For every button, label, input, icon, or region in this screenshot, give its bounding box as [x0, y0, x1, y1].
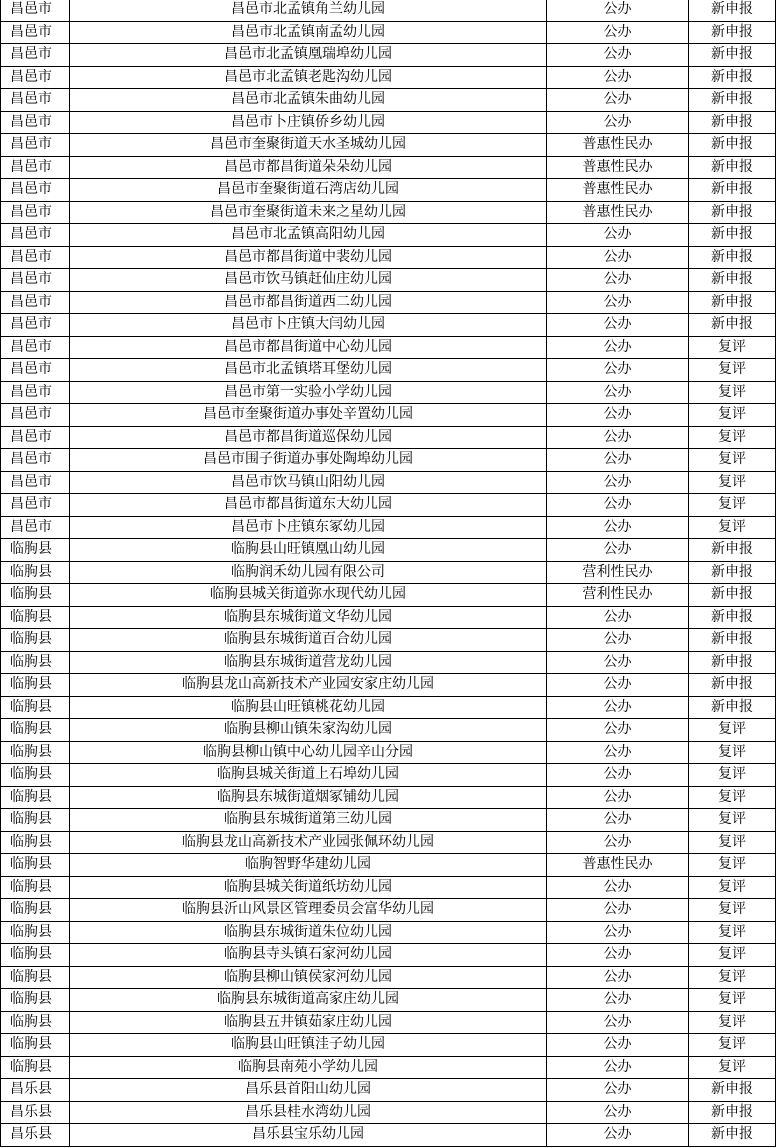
table-row [1, 426, 776, 449]
table-row [1, 89, 776, 112]
region-cell: 昌邑市 [1, 21, 70, 44]
kindergarten-name-cell: 临朐县龙山高新技术产业园安家庄幼儿园 [70, 674, 547, 697]
application-status-cell: 新申报 [689, 1124, 776, 1147]
table-row [1, 989, 776, 1012]
table-row [1, 539, 776, 562]
table-row [1, 831, 776, 854]
ownership-type-cell: 公办 [547, 314, 689, 337]
table-row [1, 471, 776, 494]
application-status-cell: 复评 [689, 1034, 776, 1057]
application-status-cell: 复评 [689, 336, 776, 359]
table-row [1, 134, 776, 157]
table-row [1, 156, 776, 179]
table-row [1, 876, 776, 899]
kindergarten-name-cell: 临朐县龙山高新技术产业园张佩环幼儿园 [70, 831, 547, 854]
region-cell: 临朐县 [1, 719, 70, 742]
application-status-cell: 新申报 [689, 291, 776, 314]
ownership-type-cell: 公办 [547, 494, 689, 517]
ownership-type-cell: 公办 [547, 1101, 689, 1124]
application-status-cell: 复评 [689, 359, 776, 382]
kindergarten-name-cell: 昌邑市北孟镇高阳幼儿园 [70, 224, 547, 247]
ownership-type-cell: 公办 [547, 899, 689, 922]
application-status-cell: 复评 [689, 989, 776, 1012]
region-cell: 昌邑市 [1, 336, 70, 359]
application-status-cell: 新申报 [689, 0, 776, 21]
region-cell: 昌邑市 [1, 89, 70, 112]
region-cell: 临朐县 [1, 741, 70, 764]
kindergarten-name-cell: 昌邑市北孟镇朱曲幼儿园 [70, 89, 547, 112]
kindergarten-name-cell: 昌邑市饮马镇山阳幼儿园 [70, 471, 547, 494]
kindergarten-name-cell: 临朐智野华建幼儿园 [70, 854, 547, 877]
region-cell: 昌邑市 [1, 0, 70, 21]
application-status-cell: 新申报 [689, 134, 776, 157]
ownership-type-cell: 公办 [547, 246, 689, 269]
application-status-cell: 新申报 [689, 66, 776, 89]
region-cell: 昌邑市 [1, 314, 70, 337]
application-status-cell: 复评 [689, 404, 776, 427]
application-status-cell: 新申报 [689, 561, 776, 584]
region-cell: 临朐县 [1, 561, 70, 584]
region-cell: 昌邑市 [1, 134, 70, 157]
table-row [1, 246, 776, 269]
table-row [1, 291, 776, 314]
application-status-cell: 新申报 [689, 1101, 776, 1124]
table-row [1, 786, 776, 809]
kindergarten-name-cell: 昌乐县宝乐幼儿园 [70, 1124, 547, 1147]
application-status-cell: 复评 [689, 831, 776, 854]
application-status-cell: 新申报 [689, 584, 776, 607]
table-row [1, 629, 776, 652]
table-row [1, 809, 776, 832]
table-body [1, 0, 776, 1146]
ownership-type-cell: 普惠性民办 [547, 156, 689, 179]
region-cell: 昌邑市 [1, 179, 70, 202]
kindergarten-name-cell: 临朐润禾幼儿园有限公司 [70, 561, 547, 584]
ownership-type-cell: 公办 [547, 989, 689, 1012]
region-cell: 临朐县 [1, 539, 70, 562]
kindergarten-name-cell: 昌邑市都昌街道中裴幼儿园 [70, 246, 547, 269]
kindergarten-name-cell: 临朐县南苑小学幼儿园 [70, 1056, 547, 1079]
ownership-type-cell: 公办 [547, 876, 689, 899]
application-status-cell: 新申报 [689, 246, 776, 269]
ownership-type-cell: 公办 [547, 1056, 689, 1079]
table-row [1, 314, 776, 337]
table-row [1, 359, 776, 382]
kindergarten-name-cell: 昌邑市北孟镇老匙沟幼儿园 [70, 66, 547, 89]
ownership-type-cell: 公办 [547, 539, 689, 562]
application-status-cell: 新申报 [689, 111, 776, 134]
region-cell: 昌邑市 [1, 224, 70, 247]
kindergarten-name-cell: 昌乐县首阳山幼儿园 [70, 1079, 547, 1102]
ownership-type-cell: 公办 [547, 66, 689, 89]
table-row [1, 224, 776, 247]
ownership-type-cell: 普惠性民办 [547, 854, 689, 877]
kindergarten-name-cell: 临朐县东城街道百合幼儿园 [70, 629, 547, 652]
table-row [1, 404, 776, 427]
kindergarten-name-cell: 临朐县城关街道弥水现代幼儿园 [70, 584, 547, 607]
ownership-type-cell: 公办 [547, 786, 689, 809]
table-row [1, 336, 776, 359]
kindergarten-name-cell: 临朐县东城街道朱位幼儿园 [70, 921, 547, 944]
table-row [1, 1124, 776, 1147]
kindergarten-name-cell: 临朐县柳山镇中心幼儿园辛山分园 [70, 741, 547, 764]
region-cell: 昌邑市 [1, 269, 70, 292]
ownership-type-cell: 公办 [547, 944, 689, 967]
application-status-cell: 新申报 [689, 696, 776, 719]
kindergarten-name-cell: 昌邑市北孟镇角兰幼儿园 [70, 0, 547, 21]
kindergarten-name-cell: 临朐县五井镇茹家庄幼儿园 [70, 1011, 547, 1034]
kindergarten-name-cell: 昌邑市都昌街道西二幼儿园 [70, 291, 547, 314]
kindergarten-name-cell: 临朐县山旺镇凰山幼儿园 [70, 539, 547, 562]
ownership-type-cell: 公办 [547, 1079, 689, 1102]
kindergarten-name-cell: 临朐县东城街道第三幼儿园 [70, 809, 547, 832]
region-cell: 昌邑市 [1, 246, 70, 269]
ownership-type-cell: 公办 [547, 471, 689, 494]
table-row [1, 741, 776, 764]
region-cell: 临朐县 [1, 1034, 70, 1057]
region-cell: 临朐县 [1, 606, 70, 629]
application-status-cell: 新申报 [689, 44, 776, 67]
region-cell: 临朐县 [1, 1056, 70, 1079]
table-row [1, 494, 776, 517]
kindergarten-name-cell: 昌邑市饮马镇赶仙庄幼儿园 [70, 269, 547, 292]
application-status-cell: 复评 [689, 966, 776, 989]
table-row [1, 44, 776, 67]
kindergarten-name-cell: 昌邑市卜庄镇侨乡幼儿园 [70, 111, 547, 134]
ownership-type-cell: 普惠性民办 [547, 201, 689, 224]
kindergarten-name-cell: 昌邑市都昌街道巡保幼儿园 [70, 426, 547, 449]
application-status-cell: 新申报 [689, 674, 776, 697]
ownership-type-cell: 公办 [547, 831, 689, 854]
application-status-cell: 新申报 [689, 1079, 776, 1102]
kindergarten-name-cell: 临朐县城关街道纸坊幼儿园 [70, 876, 547, 899]
region-cell: 临朐县 [1, 1011, 70, 1034]
region-cell: 昌邑市 [1, 404, 70, 427]
ownership-type-cell: 普惠性民办 [547, 134, 689, 157]
kindergarten-name-cell: 临朐县沂山风景区管理委员会富华幼儿园 [70, 899, 547, 922]
ownership-type-cell: 公办 [547, 359, 689, 382]
region-cell: 临朐县 [1, 629, 70, 652]
kindergarten-name-cell: 临朐县柳山镇侯家河幼儿园 [70, 966, 547, 989]
application-status-cell: 复评 [689, 944, 776, 967]
application-status-cell: 复评 [689, 471, 776, 494]
table-row [1, 381, 776, 404]
table-row [1, 944, 776, 967]
table-row [1, 1079, 776, 1102]
region-cell: 临朐县 [1, 651, 70, 674]
table-row [1, 179, 776, 202]
region-cell: 昌邑市 [1, 44, 70, 67]
ownership-type-cell: 公办 [547, 741, 689, 764]
region-cell: 昌邑市 [1, 381, 70, 404]
region-cell: 昌邑市 [1, 201, 70, 224]
ownership-type-cell: 公办 [547, 809, 689, 832]
application-status-cell: 复评 [689, 1056, 776, 1079]
ownership-type-cell: 公办 [547, 111, 689, 134]
kindergarten-name-cell: 昌邑市都昌街道中心幼儿园 [70, 336, 547, 359]
ownership-type-cell: 公办 [547, 21, 689, 44]
ownership-type-cell: 公办 [547, 651, 689, 674]
region-cell: 昌邑市 [1, 471, 70, 494]
application-status-cell: 新申报 [689, 269, 776, 292]
table-row [1, 111, 776, 134]
kindergarten-name-cell: 临朐县柳山镇朱家沟幼儿园 [70, 719, 547, 742]
table-row [1, 696, 776, 719]
kindergarten-name-cell: 昌邑市奎聚街道天水圣城幼儿园 [70, 134, 547, 157]
region-cell: 昌邑市 [1, 516, 70, 539]
application-status-cell: 复评 [689, 921, 776, 944]
region-cell: 临朐县 [1, 831, 70, 854]
region-cell: 临朐县 [1, 899, 70, 922]
ownership-type-cell: 公办 [547, 404, 689, 427]
application-status-cell: 新申报 [689, 314, 776, 337]
kindergarten-name-cell: 临朐县东城街道高家庄幼儿园 [70, 989, 547, 1012]
ownership-type-cell: 公办 [547, 1034, 689, 1057]
table-row [1, 651, 776, 674]
application-status-cell: 新申报 [689, 629, 776, 652]
ownership-type-cell: 公办 [547, 629, 689, 652]
ownership-type-cell: 公办 [547, 224, 689, 247]
application-status-cell: 复评 [689, 854, 776, 877]
region-cell: 临朐县 [1, 876, 70, 899]
ownership-type-cell: 公办 [547, 449, 689, 472]
application-status-cell: 复评 [689, 449, 776, 472]
ownership-type-cell: 公办 [547, 269, 689, 292]
region-cell: 昌邑市 [1, 426, 70, 449]
ownership-type-cell: 公办 [547, 0, 689, 21]
application-status-cell: 复评 [689, 876, 776, 899]
application-status-cell: 复评 [689, 741, 776, 764]
ownership-type-cell: 公办 [547, 606, 689, 629]
region-cell: 昌邑市 [1, 66, 70, 89]
kindergarten-name-cell: 昌邑市奎聚街道办事处辛置幼儿园 [70, 404, 547, 427]
table-row [1, 201, 776, 224]
table-row [1, 21, 776, 44]
table-row [1, 0, 776, 21]
ownership-type-cell: 普惠性民办 [547, 179, 689, 202]
application-status-cell: 新申报 [689, 201, 776, 224]
region-cell: 昌邑市 [1, 449, 70, 472]
ownership-type-cell: 公办 [547, 719, 689, 742]
region-cell: 临朐县 [1, 989, 70, 1012]
region-cell: 临朐县 [1, 786, 70, 809]
application-status-cell: 新申报 [689, 179, 776, 202]
application-status-cell: 复评 [689, 426, 776, 449]
table-row [1, 1034, 776, 1057]
ownership-type-cell: 公办 [547, 291, 689, 314]
table-row [1, 1011, 776, 1034]
ownership-type-cell: 公办 [547, 921, 689, 944]
region-cell: 临朐县 [1, 944, 70, 967]
table-row [1, 606, 776, 629]
table-row [1, 66, 776, 89]
application-status-cell: 复评 [689, 786, 776, 809]
region-cell: 昌乐县 [1, 1124, 70, 1147]
application-status-cell: 复评 [689, 719, 776, 742]
kindergarten-name-cell: 昌邑市第一实验小学幼儿园 [70, 381, 547, 404]
ownership-type-cell: 公办 [547, 381, 689, 404]
region-cell: 昌邑市 [1, 291, 70, 314]
region-cell: 临朐县 [1, 764, 70, 787]
kindergarten-name-cell: 昌邑市卜庄镇东冢幼儿园 [70, 516, 547, 539]
kindergarten-name-cell: 临朐县东城街道烟冢铺幼儿园 [70, 786, 547, 809]
application-status-cell: 新申报 [689, 651, 776, 674]
region-cell: 昌邑市 [1, 494, 70, 517]
table-row [1, 899, 776, 922]
application-status-cell: 新申报 [689, 224, 776, 247]
table-row [1, 674, 776, 697]
kindergarten-name-cell: 昌邑市都昌街道朵朵幼儿园 [70, 156, 547, 179]
ownership-type-cell: 公办 [547, 966, 689, 989]
region-cell: 临朐县 [1, 674, 70, 697]
application-status-cell: 新申报 [689, 606, 776, 629]
kindergarten-name-cell: 昌邑市奎聚街道石湾店幼儿园 [70, 179, 547, 202]
application-status-cell: 复评 [689, 1011, 776, 1034]
table-row [1, 584, 776, 607]
kindergarten-name-cell: 临朐县寺头镇石家河幼儿园 [70, 944, 547, 967]
table-row [1, 764, 776, 787]
kindergarten-name-cell: 临朐县东城街道营龙幼儿园 [70, 651, 547, 674]
ownership-type-cell: 公办 [547, 674, 689, 697]
region-cell: 临朐县 [1, 921, 70, 944]
table-row [1, 561, 776, 584]
application-status-cell: 复评 [689, 899, 776, 922]
table-row [1, 1056, 776, 1079]
ownership-type-cell: 公办 [547, 1124, 689, 1147]
region-cell: 昌邑市 [1, 156, 70, 179]
kindergarten-name-cell: 昌乐县桂水湾幼儿园 [70, 1101, 547, 1124]
application-status-cell: 复评 [689, 516, 776, 539]
kindergarten-name-cell: 临朐县城关街道上石埠幼儿园 [70, 764, 547, 787]
kindergarten-name-cell: 昌邑市奎聚街道未来之星幼儿园 [70, 201, 547, 224]
region-cell: 临朐县 [1, 966, 70, 989]
region-cell: 昌乐县 [1, 1079, 70, 1102]
ownership-type-cell: 公办 [547, 1011, 689, 1034]
region-cell: 临朐县 [1, 584, 70, 607]
table-row [1, 1101, 776, 1124]
region-cell: 昌乐县 [1, 1101, 70, 1124]
application-status-cell: 新申报 [689, 156, 776, 179]
kindergarten-name-cell: 昌邑市围子街道办事处陶埠幼儿园 [70, 449, 547, 472]
ownership-type-cell: 公办 [547, 426, 689, 449]
kindergarten-name-cell: 临朐县东城街道文华幼儿园 [70, 606, 547, 629]
application-status-cell: 复评 [689, 381, 776, 404]
ownership-type-cell: 公办 [547, 764, 689, 787]
ownership-type-cell: 营利性民办 [547, 584, 689, 607]
region-cell: 临朐县 [1, 809, 70, 832]
application-status-cell: 复评 [689, 764, 776, 787]
application-status-cell: 复评 [689, 494, 776, 517]
ownership-type-cell: 公办 [547, 336, 689, 359]
ownership-type-cell: 营利性民办 [547, 561, 689, 584]
region-cell: 临朐县 [1, 854, 70, 877]
application-status-cell: 新申报 [689, 21, 776, 44]
table-row [1, 854, 776, 877]
table-row [1, 966, 776, 989]
application-status-cell: 新申报 [689, 539, 776, 562]
table-row [1, 516, 776, 539]
region-cell: 临朐县 [1, 696, 70, 719]
ownership-type-cell: 公办 [547, 89, 689, 112]
kindergarten-name-cell: 昌邑市北孟镇南孟幼儿园 [70, 21, 547, 44]
kindergarten-name-cell: 昌邑市卜庄镇大闫幼儿园 [70, 314, 547, 337]
region-cell: 昌邑市 [1, 359, 70, 382]
region-cell: 昌邑市 [1, 111, 70, 134]
kindergarten-name-cell: 昌邑市都昌街道东大幼儿园 [70, 494, 547, 517]
table-row [1, 719, 776, 742]
table-row [1, 449, 776, 472]
table-row [1, 921, 776, 944]
ownership-type-cell: 公办 [547, 44, 689, 67]
kindergarten-name-cell: 昌邑市北孟镇凰瑞埠幼儿园 [70, 44, 547, 67]
kindergarten-name-cell: 昌邑市北孟镇塔耳堡幼儿园 [70, 359, 547, 382]
table-row [1, 269, 776, 292]
ownership-type-cell: 公办 [547, 516, 689, 539]
ownership-type-cell: 公办 [547, 696, 689, 719]
application-status-cell: 新申报 [689, 89, 776, 112]
kindergarten-name-cell: 临朐县山旺镇桃花幼儿园 [70, 696, 547, 719]
application-status-cell: 复评 [689, 809, 776, 832]
kindergarten-name-cell: 临朐县山旺镇洼子幼儿园 [70, 1034, 547, 1057]
